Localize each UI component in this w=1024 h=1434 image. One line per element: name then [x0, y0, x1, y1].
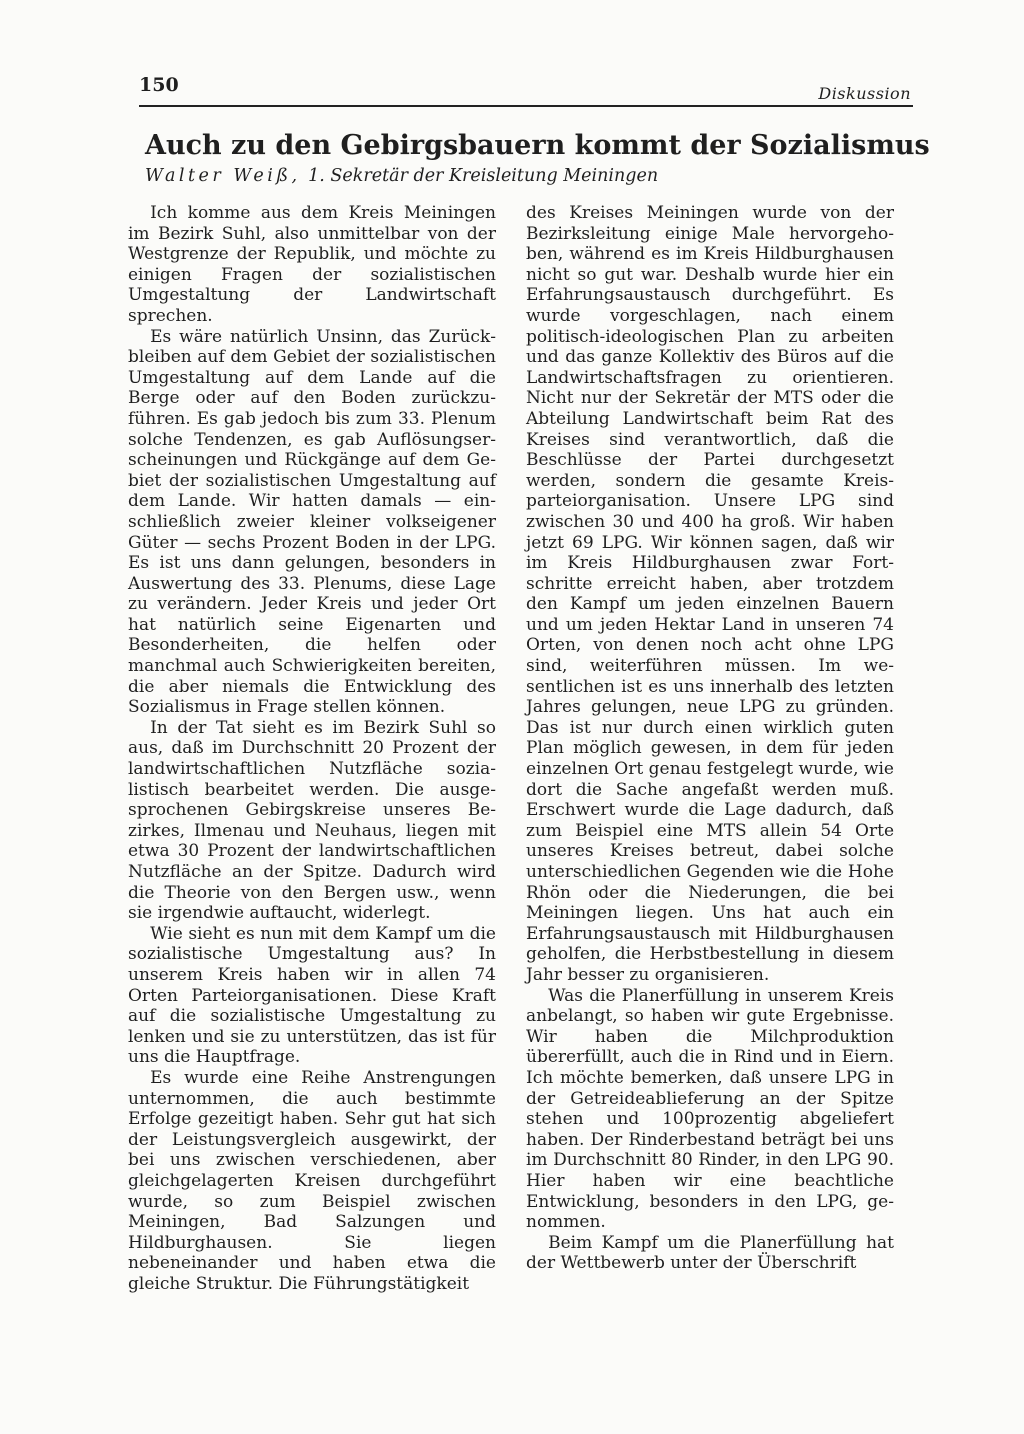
paragraph: Beim Kampf um die Planerfüllung hat der Wettbewerb unter der Überschrift: [526, 1232, 894, 1274]
left-column: [128, 203, 496, 1294]
author-line: [145, 166, 658, 186]
paragraph: Wie sieht es nun mit dem Kampf um die sozialistische Umgestaltung aus? In unserem Kreis haben wir in allen 74 Orten Parteiorganisationen. Diese Kraft auf die sozialistische Umgestaltung zu lenken und sie zu unterstützen, das ist für uns die Hauptfrage.: [128, 923, 496, 1068]
paragraph: Was die Planerfüllung in unserem Kreis anbelangt, so haben wir gute Ergebnisse. Wir haben die Milchproduktion übererfüllt, auch die in Rind und in Eiern. Ich möchte bemerken, daß unsere LPG in der Getreideablieferung an der Spitze stehen und 100prozentig abgeliefert haben. Der Rinderbestand beträgt bei uns im Durchschnitt 80 Rinder, in den LPG 90. Hier haben wir eine beachtliche Entwicklung, besonders in den LPG, genommen.: [526, 985, 894, 1233]
author-name: Walter Weiß,: [145, 166, 301, 186]
page-number: 150: [139, 74, 179, 96]
paragraph: des Kreises Meiningen wurde von der Bezirksleitung einige Male hervorgehoben, während es im Kreis Hildburghausen nicht so gut war. Deshalb wurde hier ein Erfahrungsaustausch durchgeführt. Es wurde vorgeschlagen, nach einem politisch-ideologischen Plan zu arbeiten und das ganze Kollektiv des Büros auf die Landwirtschaftsfragen zu orientieren. Nicht nur der Sekretär der MTS oder die Abteilung Landwirtschaft beim Rat des Kreises sind verantwortlich, daß die Beschlüsse der Partei durchgesetzt werden, sondern die gesamte Kreisparteiorganisation. Unsere LPG sind zwischen 30 und 400 ha groß. Wir haben jetzt 69 LPG. Wir können sagen, daß wir im Kreis Hildburghausen zwar Fortschritte erreicht haben, aber trotzdem den Kampf um jeden einzelnen Bauern und um jeden Hektar Land in unseren 74 Orten, von denen noch acht ohne LPG sind, weiterführen müssen. Im wesentlichen ist es uns innerhalb des letzten Jahres gelungen, neue LPG zu gründen. Das ist nur durch einen wirklich guten Plan möglich gewesen, in dem für jeden einzelnen Ort genau festgelegt wurde, wie dort die Sache angefaßt werden muß. Erschwert wurde die Lage dadurch, daß zum Beispiel eine MTS allein 54 Orte unseres Kreises betreut, dabei solche unterschiedlichen Gegenden wie die Hohe Rhön oder die Niederungen, die bei Meiningen liegen. Uns hat auch ein Erfahrungsaustausch mit Hildburghausen geholfen, die Herbstbestellung in diesem Jahr besser zu organisieren.: [526, 203, 894, 985]
paragraph: Es wäre natürlich Unsinn, das Zurückbleiben auf dem Gebiet der sozialistischen Umgestaltung auf dem Lande auf die Berge oder auf den Boden zurückzuführen. Es gab jedoch bis zum 33. Plenum solche Tendenzen, es gab Auflösungserscheinungen und Rückgänge auf dem Gebiet der sozialistischen Umgestaltung auf dem Lande. Wir hatten damals — einschließlich zweier kleiner volkseigener Güter — sechs Prozent Boden in der LPG. Es ist uns dann gelungen, besonders in Auswertung des 33. Plenums, diese Lage zu verändern. Jeder Kreis und jeder Ort hat natürlich seine Eigenarten und Besonderheiten, die helfen oder manchmal auch Schwierigkeiten bereiten, die aber niemals die Entwicklung des Sozialismus in Frage stellen können.: [128, 326, 496, 718]
header-rule: [139, 105, 913, 107]
article-title: Auch zu den Gebirgsbauern kommt der Sozialismus: [145, 130, 930, 161]
paragraph: In der Tat sieht es im Bezirk Suhl so aus, daß im Durchschnitt 20 Prozent der landwirtschaftlichen Nutzfläche sozialistisch bearbeitet werden. Die ausgesprochenen Gebirgskreise unseres Bezirkes, Ilmenau und Neuhaus, liegen mit etwa 30 Prozent der landwirtschaftlichen Nutzfläche an der Spitze. Dadurch wird die Theorie von den Bergen usw., wenn sie irgendwie auftaucht, widerlegt.: [128, 717, 496, 924]
author-role: 1. Sekretär der Kreisleitung Meiningen: [308, 166, 659, 186]
section-label: Diskussion: [818, 84, 911, 103]
right-column: [526, 203, 894, 1274]
paragraph: Ich komme aus dem Kreis Meiningen im Bezirk Suhl, also unmittelbar von der Westgrenze der Republik, und möchte zu einigen Fragen der sozialistischen Umgestaltung der Landwirtschaft sprechen.: [128, 203, 496, 326]
paragraph: Es wurde eine Reihe Anstrengungen unternommen, die auch bestimmte Erfolge gezeitigt haben. Sehr gut hat sich der Leistungsvergleich ausgewirkt, der bei uns zwischen verschiedenen, aber gleichgelagerten Kreisen durchgeführt wurde, so zum Beispiel zwischen Meiningen, Bad Salzungen und Hildburghausen. Sie liegen nebeneinander und haben etwa die gleiche Struktur. Die Führungstätigkeit: [128, 1067, 496, 1294]
